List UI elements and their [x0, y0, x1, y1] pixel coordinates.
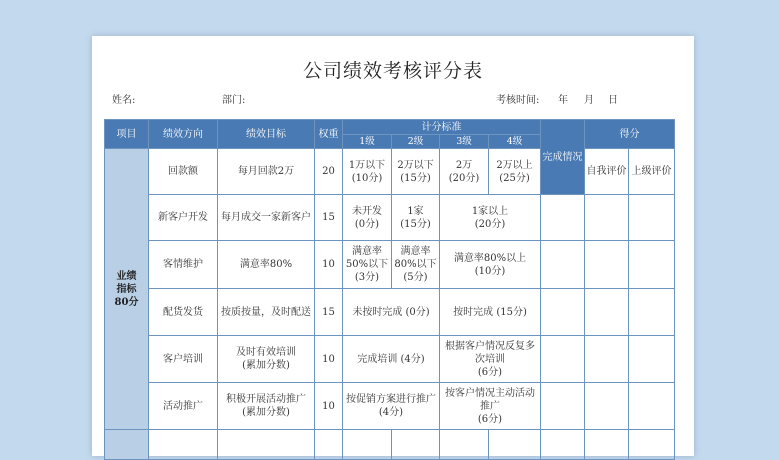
cell-target: 满意率80%: [218, 241, 315, 289]
cell-level1: 满意率 50%以下 (3分): [343, 241, 392, 289]
score-table: [104, 119, 675, 460]
cell-direction: 配货发货: [149, 289, 218, 336]
score-sheet: [92, 36, 694, 456]
cell-direction: 客户培训: [149, 336, 218, 383]
time-label: 考核时间:: [496, 95, 540, 106]
page-title: 公司绩效考核评分表: [302, 60, 483, 82]
cell-level34: 1家以上 (20分): [440, 195, 541, 241]
cell-weight: 15: [315, 195, 343, 241]
cell-target: 每月回款2万: [218, 149, 315, 195]
cell-weight: 10: [315, 383, 343, 430]
cell-level12: 未按时完成 (0分): [343, 289, 440, 336]
cell-self-eval-input[interactable]: [585, 289, 629, 336]
dept-label: 部门:: [222, 95, 246, 106]
cell-target: 积极开展活动推广 (累加分数): [218, 383, 315, 430]
cell-level2: 1家 (15分): [392, 195, 440, 241]
cell-direction: 客情维护: [149, 241, 218, 289]
cell-target: 每月成交一家新客户: [218, 195, 315, 241]
cell-completion[interactable]: [541, 336, 585, 383]
cell-self-eval-input[interactable]: [585, 383, 629, 430]
cell-superior-eval-input[interactable]: [629, 241, 675, 289]
header-direction: 绩效方向: [149, 120, 218, 149]
cell-weight: 20: [315, 149, 343, 195]
cell-level3: 2万 (20分): [440, 149, 489, 195]
cell-self-eval-input[interactable]: [585, 241, 629, 289]
cell-level12: 完成培训 (4分): [343, 336, 440, 383]
cell-direction: 活动推广: [149, 383, 218, 430]
cell-completion[interactable]: [541, 195, 585, 241]
cell-level12: 按促销方案进行推广 (4分): [343, 383, 440, 430]
cell-completion[interactable]: [541, 383, 585, 430]
cell-superior-eval-input[interactable]: [629, 383, 675, 430]
cell-level34: 根据客户情况反复多 次培训 (6分): [440, 336, 541, 383]
header-item: 项目: [105, 120, 149, 149]
cell-superior-eval: 上级评价: [629, 149, 675, 195]
cell-target: 按质按量，及时配送: [218, 289, 315, 336]
cell-self-eval-input[interactable]: [585, 195, 629, 241]
cell-weight: 10: [315, 241, 343, 289]
header-target: 绩效目标: [218, 120, 315, 149]
header-level3: 3级: [440, 135, 489, 149]
cell-completion[interactable]: [541, 289, 585, 336]
cell-weight: 10: [315, 336, 343, 383]
header-level2: 2级: [392, 135, 440, 149]
header-weight: 权重: [315, 120, 343, 149]
cell-self-eval-input[interactable]: [585, 336, 629, 383]
cell-level4: 2万以上 (25分): [489, 149, 541, 195]
header-standard: 计分标准: [343, 120, 541, 135]
section-label: 业绩 指标 80分: [105, 149, 149, 430]
name-label: 姓名:: [112, 95, 136, 106]
cell-level34: 满意率80%以上 (10分): [440, 241, 541, 289]
cell-self-eval: 自我评价: [585, 149, 629, 195]
cell-level2: 2万以下 (15分): [392, 149, 440, 195]
cell-target: 及时有效培训 (累加分数): [218, 336, 315, 383]
month-label: 月: [584, 95, 594, 106]
cell-direction: 回款额: [149, 149, 218, 195]
cell-level1: 未开发 (0分): [343, 195, 392, 241]
section-label-next: [105, 430, 149, 460]
day-label: 日: [608, 95, 618, 106]
header-level4: 4级: [489, 135, 541, 149]
header-score: 得分: [585, 120, 675, 149]
cell-level2: 满意率 80%以下 (5分): [392, 241, 440, 289]
cell-superior-eval-input[interactable]: [629, 195, 675, 241]
cell-level34: 按时完成 (15分): [440, 289, 541, 336]
cell-level34: 按客户情况主动活动 推广 (6分): [440, 383, 541, 430]
header-level1: 1级: [343, 135, 392, 149]
cell-superior-eval-input[interactable]: [629, 289, 675, 336]
cell-direction: 新客户开发: [149, 195, 218, 241]
cell-superior-eval-input[interactable]: [629, 336, 675, 383]
year-label: 年: [558, 95, 568, 106]
cell-level1: 1万以下 (10分): [343, 149, 392, 195]
cell-weight: 15: [315, 289, 343, 336]
header-completion: 完成情况: [541, 120, 585, 195]
cell-completion[interactable]: [541, 241, 585, 289]
